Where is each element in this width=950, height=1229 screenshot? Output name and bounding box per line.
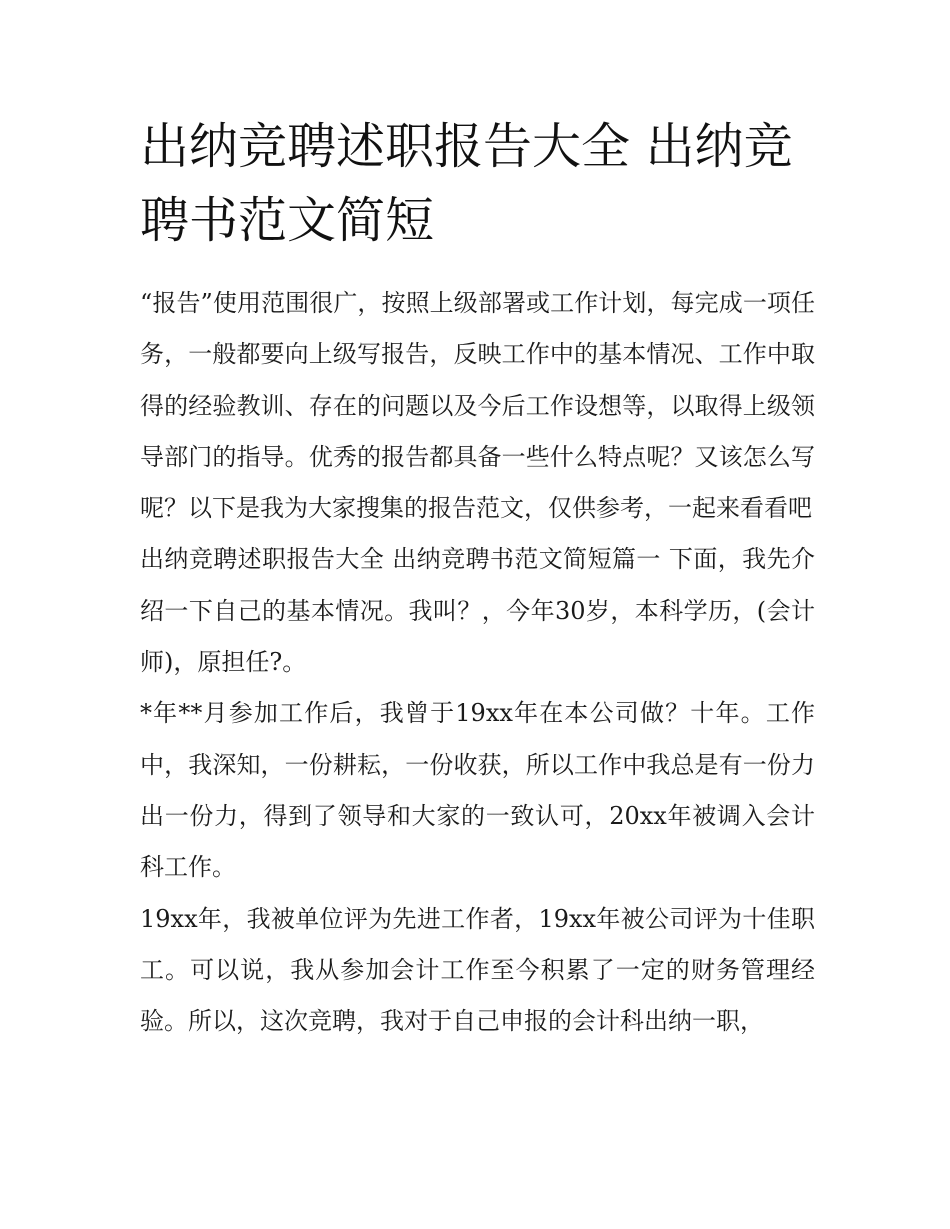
document-body [140, 278, 815, 1047]
paragraph-work-history: *年**月参加工作后，我曾于19xx年在本公司做？十年。工作中，我深知，一份耕耘，一份收获，所以工作中我总是有一份力出一份力，得到了领导和大家的一致认可，20xx年被调入会计科工作。 [140, 699, 815, 882]
document-title: 出纳竞聘述职报告大全 出纳竞聘书范文简短 [140, 118, 793, 249]
paragraph-awards: 19xx年，我被单位评为先进工作者，19xx年被公司评为十佳职工。可以说，我从参加会计工作至今积累了一定的财务管理经验。所以，这次竞聘，我对于自己申报的会计科出纳一职， [140, 904, 815, 1036]
paragraph-intro: “报告”使用范围很广，按照上级部署或工作计划，每完成一项任务，一般都要向上级写报告，反映工作中的基本情况、工作中取得的经验教训、存在的问题以及今后工作设想等，以取得上级领导部门的指导。优秀的报告都具备一些什么特点呢？又该怎么写呢？以下是我为大家搜集的报告范文，仅供参考，一起来看看吧 [140, 289, 815, 523]
paragraph-self-introduction: 出纳竞聘述职报告大全 出纳竞聘书范文简短篇一 下面，我先介绍一下自己的基本情况。我叫？，今年30岁，本科学历，(会计师)，原担任?。 [140, 545, 815, 677]
